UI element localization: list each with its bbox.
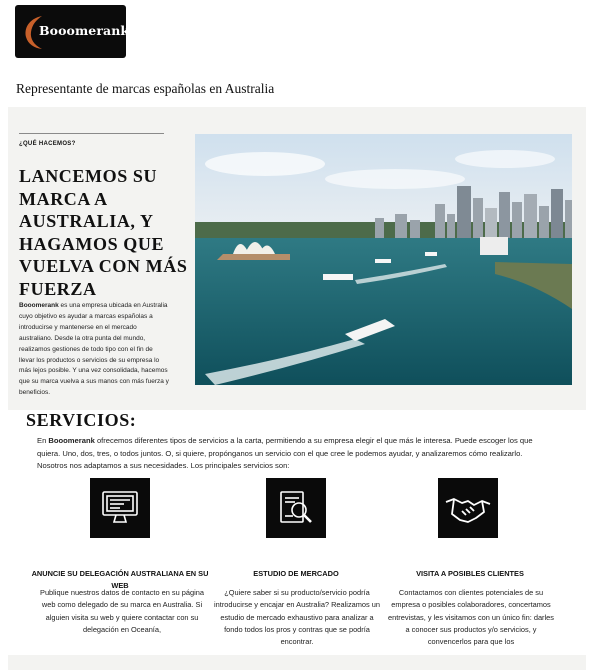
services-title: SERVICIOS: xyxy=(26,410,137,430)
page-tagline: Representante de marcas españolas en Australia xyxy=(16,81,275,96)
brand-name: Booomerank xyxy=(19,302,59,309)
hero-description-text: es una empresa ubicada en Australia cuyo objetivo es ayudar a marcas españolas a introducirse y mantenerse en el mercado australiano. Desde la otra punta del mundo, realizamos gestiones de todo tipo con el fin de llevar los productos o servicios de su empresa lo más lejos posible. Y una vez consolidada, hacemos que su marca vuelva a sus manos con más fuerza y beneficios. xyxy=(19,302,169,397)
services-intro-prefix: En xyxy=(37,436,49,445)
service-desc-delegation: Publique nuestros datos de contacto en su página web como delegado de su marca en Australia. Si alguien visita su web y quiere contactar con su delegación en Oceanía, xyxy=(40,588,204,634)
service-desc-client-visits: Contactamos con clientes potenciales de su empresa o posibles colaboradores, concertamos entrevistas, y les visitamos con un único fin: darles a conocer sus productos y/o servicios, y convencerlos para que los xyxy=(388,588,554,647)
divider xyxy=(19,133,164,134)
service-title-delegation: ANUNCIE SU DELEGACIÓN AUSTRALIANA EN SU WEB xyxy=(31,569,209,590)
services-intro-text: ofrecemos diferentes tipos de servicios a la carta, permitiendo a su empresa elegir el que más le interesa. Puede escoger los que quiera. Uno, dos, tres, o todos juntos. O, si quiere, propónganos un servicio con el que cree le podemos ayudar, y analizaremos cómo realizarlo. Nosotros nos adaptamos a sus necesidades. Los principales servicios son: xyxy=(37,436,533,471)
logo[interactable] xyxy=(15,5,130,58)
services-intro xyxy=(37,435,547,473)
brand-name: Booomerank xyxy=(48,436,95,445)
market-research-icon xyxy=(266,478,326,538)
hero-title: LANCEMOS SU MARCA A AUSTRALIA, Y HAGAMOS QUE VUELVA CON MÁS FUERZA xyxy=(19,166,188,299)
sydney-harbour-photo xyxy=(195,134,572,385)
service-title-market-study: ESTUDIO DE MERCADO xyxy=(253,569,339,578)
footer-band xyxy=(8,655,586,670)
logo-text: Booomerank xyxy=(39,23,130,38)
monitor-icon xyxy=(90,478,150,538)
hero-section xyxy=(8,107,586,410)
hero-description xyxy=(19,301,169,399)
service-title-client-visits: VISITA A POSIBLES CLIENTES xyxy=(416,569,524,578)
hero-eyebrow: ¿QUÉ HACEMOS? xyxy=(19,141,76,147)
handshake-icon xyxy=(438,478,498,538)
service-desc-market-study: ¿Quiere saber si su producto/servicio podría introducirse y encajar en Australia? Realizamos un estudio de mercado exhaustivo para analizar a fondo todos los pros y contras que se podría encontrar. xyxy=(214,588,380,647)
